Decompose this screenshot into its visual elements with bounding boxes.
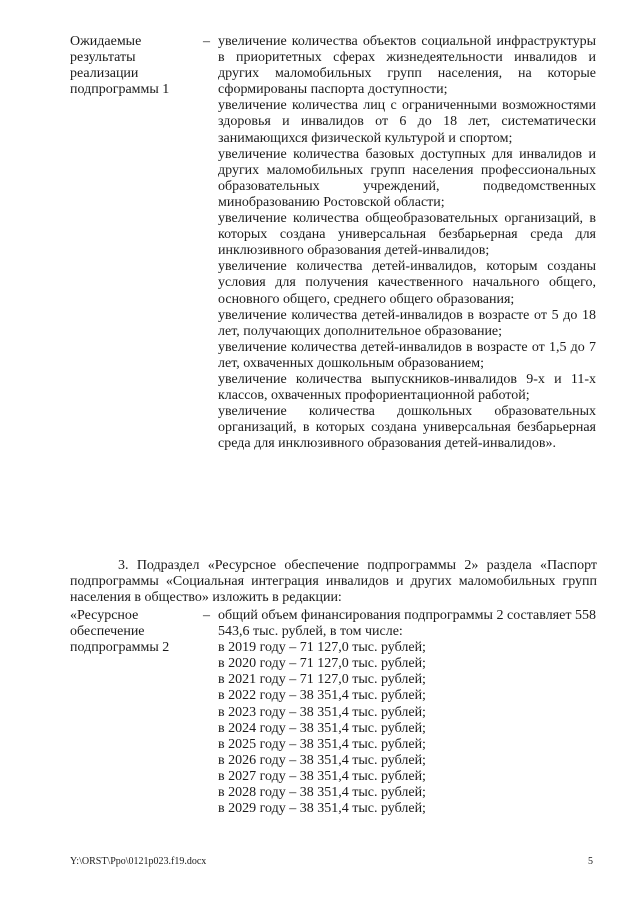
result-item: увеличение количества лиц с ограниченными возможностями здоровья и инвалидов от 6 до 18 лет, систематически занимающихся физической культурой и спортом; xyxy=(218,98,596,146)
resource-support-content xyxy=(218,608,596,817)
result-item: увеличение количества выпускников-инвалидов 9-х и 11-х классов, охваченных профориентационной работой; xyxy=(218,371,596,404)
funding-year: в 2025 году – 38 351,4 тыс. рублей; xyxy=(218,736,426,752)
label-line: результаты xyxy=(70,49,136,65)
result-item: увеличение количества базовых доступных для инвалидов и других маломобильных групп населения профессиональных образовательных учреждений, подведомственных минобразованию Ростовской области; xyxy=(218,146,596,210)
label-line: подпрограммы 1 xyxy=(70,81,170,97)
funding-year: в 2028 году – 38 351,4 тыс. рублей; xyxy=(218,785,426,801)
result-item: увеличение количества детей-инвалидов, которым созданы условия для получения качественного начального общего, основного общего, среднего общего образования; xyxy=(218,259,596,307)
funding-year: в 2019 году – 71 127,0 тыс. рублей; xyxy=(218,640,426,656)
label-line: «Ресурсное xyxy=(70,608,139,623)
dash-separator: – xyxy=(203,608,210,623)
result-item: увеличение количества детей-инвалидов в возрасте от 1,5 до 7 лет, охваченных дошкольным образованием; xyxy=(218,339,596,371)
result-item: увеличение количества объектов социальной инфраструктуры в приоритетных сферах жизнедеятельности инвалидов и других маломобильных групп населения, на которые сформированы паспорта доступности; xyxy=(218,34,596,98)
label-line: обеспечение xyxy=(70,623,145,639)
page-number: 5 xyxy=(588,856,593,867)
dash-separator: – xyxy=(203,34,210,49)
funding-year: в 2022 году – 38 351,4 тыс. рублей; xyxy=(218,688,426,704)
funding-year: в 2027 году – 38 351,4 тыс. рублей; xyxy=(218,768,426,784)
resource-support-label xyxy=(70,608,210,656)
result-item: увеличение количества дошкольных образовательных организаций, в которых создана универсальная безбарьерная среда для инклюзивного образования детей-инвалидов». xyxy=(218,404,596,452)
result-item: увеличение количества общеобразовательных организаций, в которых создана универсальная безбарьерная среда для инклюзивного образования детей-инвалидов; xyxy=(218,211,596,259)
funding-year: в 2020 году – 71 127,0 тыс. рублей; xyxy=(218,656,426,672)
label-line: подпрограммы 2 xyxy=(70,639,170,655)
funding-year: в 2021 году – 71 127,0 тыс. рублей; xyxy=(218,672,426,688)
footer-file-path: Y:\ORST\Ppo\0121p023.f19.docx xyxy=(70,856,207,867)
funding-year: в 2024 году – 38 351,4 тыс. рублей; xyxy=(218,720,426,736)
funding-total: общий объем финансирования подпрограммы 2 составляет 558 543,6 тыс. рублей, в том числе: xyxy=(218,608,596,640)
expected-results-label xyxy=(70,34,210,98)
result-item: увеличение количества детей-инвалидов в возрасте от 5 до 18 лет, получающих дополнительное образование; xyxy=(218,307,596,339)
funding-year: в 2026 году – 38 351,4 тыс. рублей; xyxy=(218,752,426,768)
funding-year: в 2023 году – 38 351,4 тыс. рублей; xyxy=(218,704,426,720)
funding-year: в 2029 году – 38 351,4 тыс. рублей; xyxy=(218,801,426,817)
label-line: Ожидаемые xyxy=(70,34,142,49)
label-line: реализации xyxy=(70,65,139,81)
section-3-paragraph: 3. Подраздел «Ресурсное обеспечение подпрограммы 2» раздела «Паспорт подпрограммы «Социальная интеграция инвалидов и других маломобильных групп населения в общество» изложить в редакции: xyxy=(70,558,597,606)
expected-results-content xyxy=(218,34,596,452)
